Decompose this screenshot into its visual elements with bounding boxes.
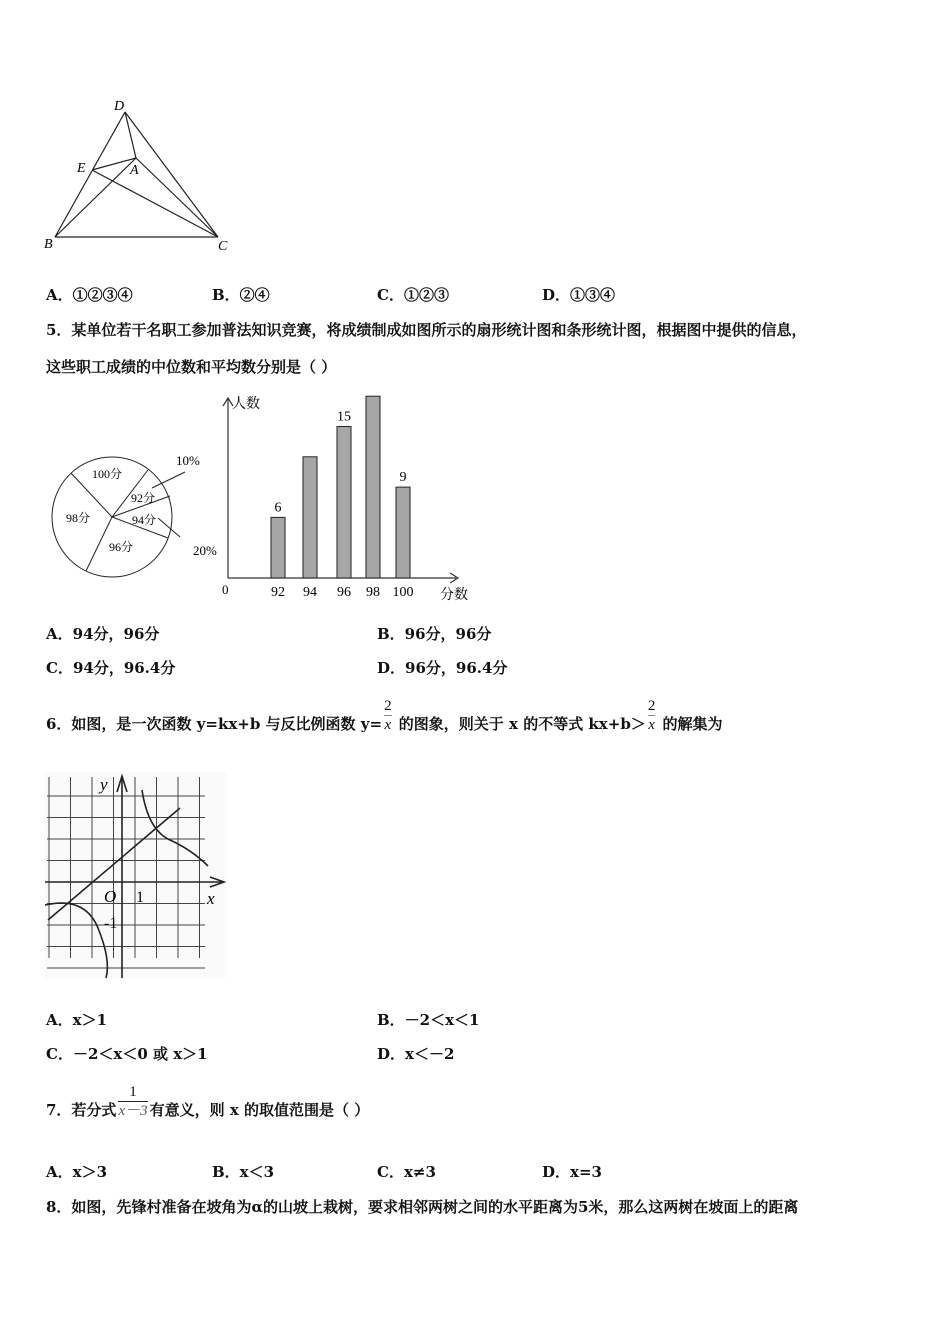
q4-option-c[interactable]: C．①②③ — [377, 286, 449, 304]
pie-label-94: 94分 — [132, 513, 157, 527]
bar-xlabel: 分数 — [440, 588, 468, 603]
bar-tick-label: 94 — [303, 585, 317, 600]
q7-option-d[interactable]: D．x=3 — [542, 1163, 602, 1181]
bar-96 — [337, 427, 351, 579]
graph-neg-one-label: -1 — [104, 915, 118, 932]
frac-num: 2 — [384, 698, 392, 714]
bar-92 — [271, 517, 285, 578]
q8-text: 8．如图，先锋村准备在坡角为α的山坡上栽树，要求相邻两树之间的水平距离为5米，那么这两树在坡面上的距离 — [46, 1198, 799, 1216]
q5-option-b[interactable]: B．96分，96分 — [377, 625, 492, 643]
bar-94 — [303, 457, 317, 578]
pie-label-98: 98分 — [66, 511, 91, 525]
frac-num: 2 — [647, 698, 656, 714]
pie-pct-10: 10% — [176, 453, 200, 468]
bar-ylabel: 人数 — [232, 397, 260, 412]
q4-option-a[interactable]: A．①②③④ — [46, 286, 133, 304]
q7-option-b[interactable]: B．x＜3 — [212, 1163, 275, 1181]
pie-label-96: 96分 — [109, 540, 134, 554]
q5-text-line1: 5．某单位若干名职工参加普法知识竞赛，将成绩制成如图所示的扇形统计图和条形统计图，根据图中提供的信息， — [46, 321, 807, 339]
bar-data-label: 9 — [399, 470, 407, 486]
frac-num: 1 — [129, 1084, 137, 1100]
q6-fraction-2 — [648, 697, 656, 734]
label-c: C — [218, 239, 228, 254]
graph-y-label: y — [100, 775, 108, 794]
q6-text — [46, 697, 723, 734]
bar-tick-label: 98 — [366, 585, 380, 600]
q7-option-c[interactable]: C．x≠3 — [377, 1163, 436, 1181]
pie-label-92: 92分 — [131, 491, 156, 505]
bar-chart — [222, 395, 468, 603]
label-a: A — [130, 163, 139, 178]
label-d: D — [114, 99, 125, 114]
q6-option-d[interactable]: D．x＜－2 — [377, 1045, 455, 1063]
pie-label-100: 100分 — [92, 467, 123, 481]
frac-den: x－3 — [118, 1103, 148, 1119]
bar-100 — [396, 487, 410, 578]
q7-text — [46, 1083, 369, 1120]
pie-pct-20: 20% — [193, 543, 217, 558]
q6-text-c: 的解集为 — [657, 715, 723, 733]
q6-option-c[interactable]: C．－2＜x＜0 或 x＞1 — [46, 1045, 208, 1063]
q4-option-b[interactable]: B．②④ — [212, 286, 270, 304]
graph-x-label: x — [207, 889, 215, 908]
q5-text-line2: 这些职工成绩的中位数和平均数分别是（ ） — [46, 358, 337, 376]
q7-option-a[interactable]: A．x＞3 — [46, 1163, 108, 1181]
graph-one-label: 1 — [136, 889, 144, 906]
q5-option-c[interactable]: C．94分，96.4分 — [46, 659, 176, 677]
q7-text-b: 有意义，则 x 的取值范围是（ ） — [149, 1101, 370, 1119]
graph-origin-label: O — [104, 887, 117, 906]
frac-den: x — [648, 717, 655, 733]
bar-tick-label: 100 — [392, 585, 414, 600]
bar-tick-label: 96 — [337, 585, 351, 600]
bar-data-label: 6 — [274, 500, 282, 516]
bar-tick-label: 92 — [271, 585, 285, 600]
label-b: B — [44, 237, 53, 252]
q6-option-a[interactable]: A．x＞1 — [46, 1011, 108, 1029]
q4-option-d[interactable]: D．①③④ — [542, 286, 616, 304]
q7-fraction — [118, 1083, 147, 1120]
bar-origin: 0 — [222, 582, 229, 597]
q6-text-a: 6．如图，是一次函数 y=kx+b 与反比例函数 y= — [46, 715, 383, 733]
q5-option-d[interactable]: D．96分，96.4分 — [377, 659, 508, 677]
bar-data-label: 15 — [337, 409, 351, 425]
label-e: E — [77, 161, 86, 176]
q6-option-b[interactable]: B．－2＜x＜1 — [377, 1011, 480, 1029]
function-graph — [45, 772, 226, 978]
q5-option-a[interactable]: A．94分，96分 — [46, 625, 160, 643]
q6-fraction-1 — [384, 697, 392, 734]
q7-text-a: 7．若分式 — [46, 1101, 117, 1119]
q6-text-b: 的图象，则关于 x 的不等式 kx+b＞ — [393, 715, 646, 733]
frac-den: x — [384, 717, 392, 733]
bar-98 — [366, 396, 380, 578]
